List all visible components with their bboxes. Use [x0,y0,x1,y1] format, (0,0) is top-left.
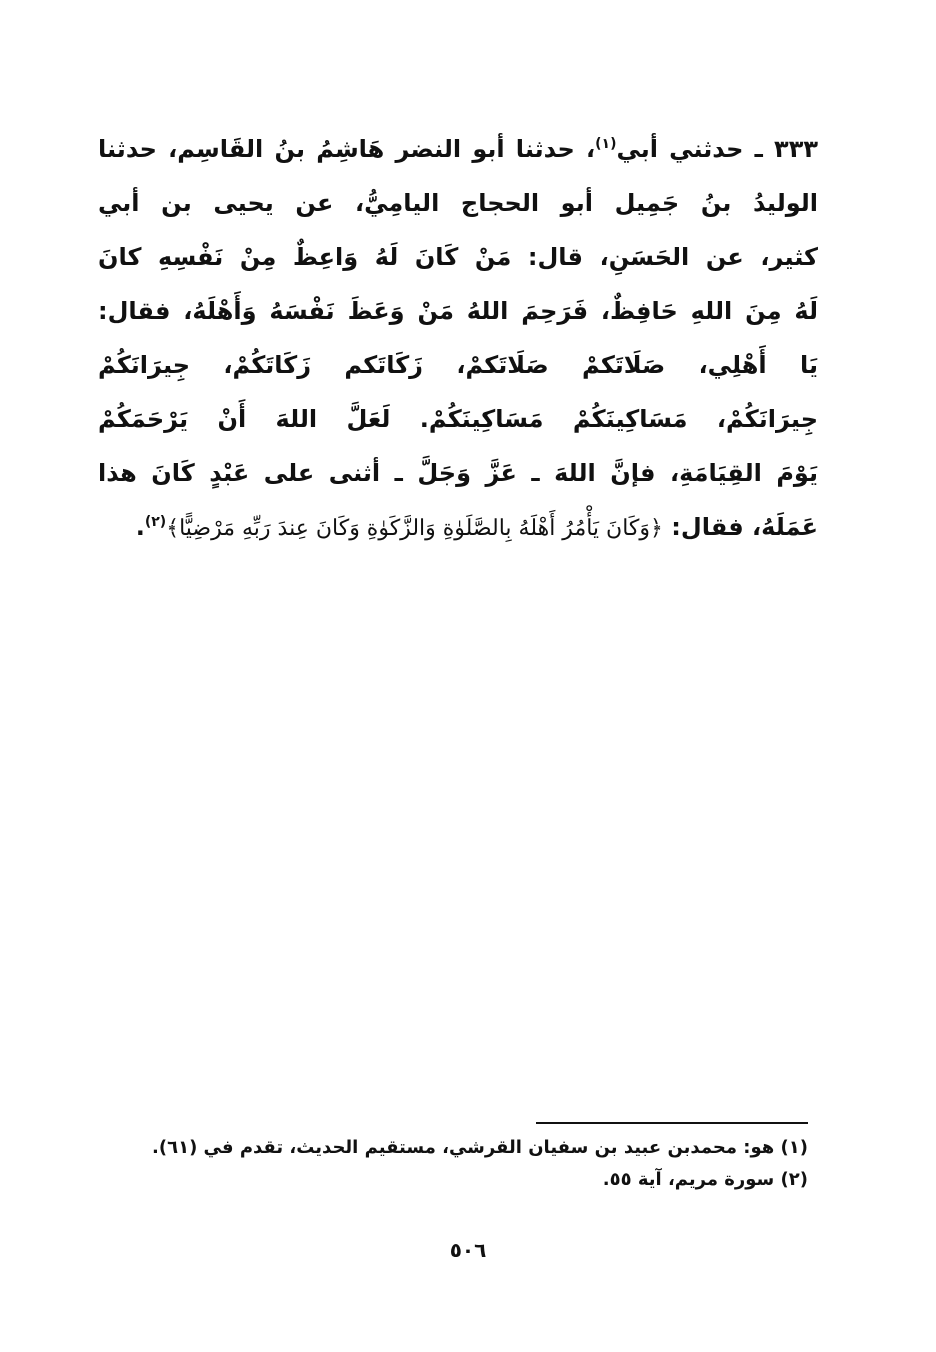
footnote-reference-2[interactable]: (٢) [144,514,167,530]
footnote-marker: (١) [780,1137,808,1158]
text-line-4: لَهُ مِنَ اللهِ حَافِظٌ، فَرَحِمَ اللهُ مَنْ وَعَظَ نَفْسَهُ وَأَهْلَهُ، فقال: [98,297,818,325]
hadith-closing: عَمَلَهُ، فقال: [671,513,818,541]
text-line-2: الوليدُ بنُ جَمِيل أبو الحجاج اليامِيُّ، عن يحيى بن أبي [98,189,818,217]
text-line-5: يَا أَهْلِي، صَلَاتَكمْ صَلَاتَكمْ، زَكَاتَكم زَكَاتَكُمْ، جِيرَانَكُمْ [98,351,818,379]
page-number: ٥٠٦ [449,1238,487,1262]
text-line-1 [98,122,818,176]
hadith-text [98,122,818,556]
footnote-marker: (٢) [780,1169,808,1190]
text-line-7: يَوْمَ القِيَامَةِ، فإنَّ اللهَ ـ عَزَّ وَجَلَّ ـ أثنى على عَبْدٍ كَانَ هذا [98,459,818,487]
footnote-text: سورة مريم، آية ٥٥. [602,1169,775,1190]
text-line-8 [98,500,818,556]
hadith-line-1-rest: ، حدثنا أبو النضر هَاشِمُ بنُ القَاسِم، حدثنا [98,135,596,163]
quran-verse: ﴿وَكَانَ يَأْمُرُ أَهْلَهُ بِالصَّلَوٰةِ وَالزَّكَوٰةِ وَكَانَ عِندَ رَبِّهِ مَرْضِيًّا﴾ [166,516,663,541]
text-line-6: جِيرَانَكُمْ، مَسَاكِينَكُمْ مَسَاكِينَكُمْ. لَعَلَّ اللهَ أَنْ يَرْحَمَكُمْ [98,405,818,433]
footnote-1 [152,1132,808,1164]
footnote-reference-1[interactable]: (١) [595,136,617,152]
footnote-separator [536,1122,808,1124]
hadith-opening: ٣٣٣ ـ حدثني أبي [616,135,818,163]
text-line-3: كثير، عن الحَسَنِ، قال: مَنْ كَانَ لَهُ وَاعِظٌ مِنْ نَفْسِهِ كانَ [98,243,818,271]
footnotes [152,1132,808,1196]
footnote-text: هو: محمدبن عبيد بن سفيان القرشي، مستقيم الحديث، تقدم في (٦١). [152,1137,775,1158]
footnote-2 [168,1164,808,1196]
final-period: . [135,513,145,541]
